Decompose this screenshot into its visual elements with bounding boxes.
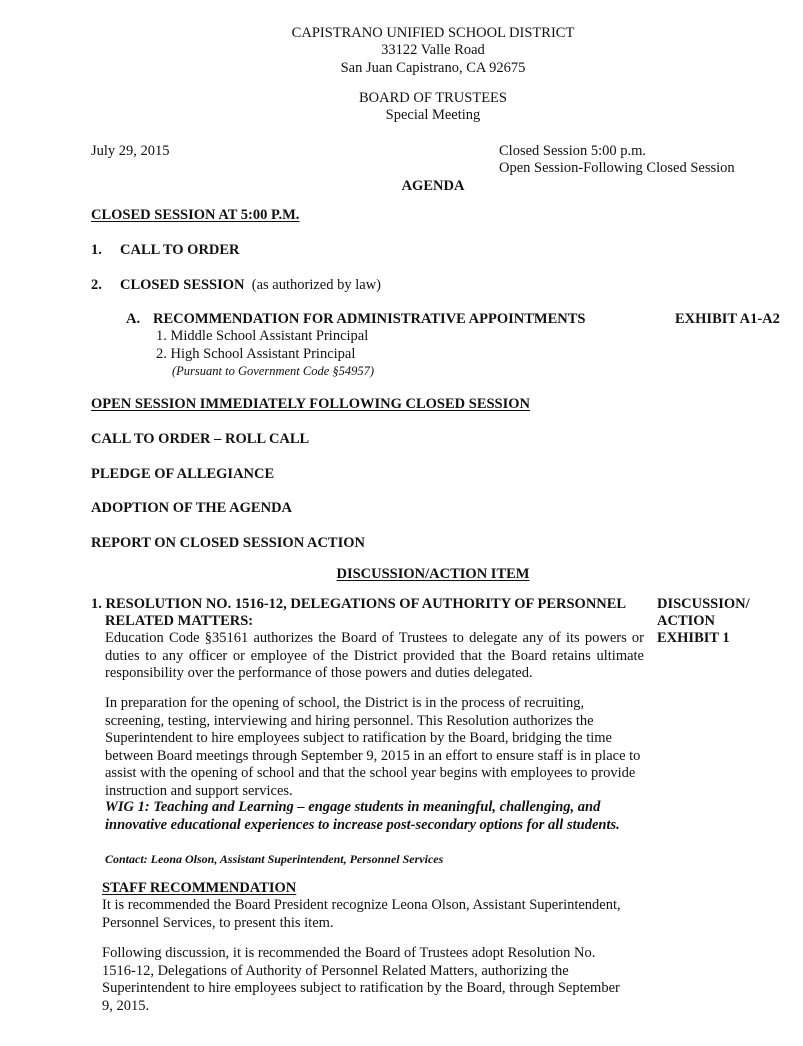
position-item: 1. Middle School Assistant Principal [156, 328, 369, 344]
meeting-type: Special Meeting [385, 107, 481, 123]
closed-session-report: REPORT ON CLOSED SESSION ACTION [91, 535, 365, 551]
meeting-date: July 29, 2015 [91, 143, 170, 159]
staff-recommendation-heading: STAFF RECOMMENDATION [102, 880, 297, 896]
exhibit-1: EXHIBIT 1 [657, 630, 730, 646]
district-street: 33122 Valle Road [381, 42, 485, 58]
staff-recommendation-intro: It is recommended the Board President recognize Leona Olson, Assistant Superintendent, Personnel Services, to present this item. [102, 897, 621, 931]
exhibit-a1-a2: EXHIBIT A1-A2 [675, 311, 780, 327]
open-session-heading: OPEN SESSION IMMEDIATELY FOLLOWING CLOSED SESSION [91, 396, 531, 412]
contact-line: Contact: Leona Olson, Assistant Superintendent, Personnel Services [105, 852, 444, 866]
open-session-time: Open Session-Following Closed Session [499, 160, 735, 176]
pledge-of-allegiance: PLEDGE OF ALLEGIANCE [91, 466, 275, 482]
closed-session-note: (as authorized by law) [251, 277, 382, 293]
item-number: 2. [91, 277, 102, 293]
staff-recommendation-adoption: Following discussion, it is recommended the Board of Trustees adopt Resolution No. 1516-12, Delegations of Authority of Personnel Related Matters, authorizing the Superintendent to hire employees subject to ratification by the Board, through September 9, 2015. [102, 945, 620, 1014]
resolution-title-line1: 1. RESOLUTION NO. 1516-12, DELEGATIONS OF AUTHORITY OF PERSONNEL [91, 596, 627, 612]
agenda-title: AGENDA [401, 178, 465, 194]
closed-session-label: CLOSED SESSION [120, 277, 245, 293]
appointments-title: RECOMMENDATION FOR ADMINISTRATIVE APPOINTMENTS [153, 311, 586, 327]
board-title: BOARD OF TRUSTEES [359, 90, 507, 106]
discussion-label: DISCUSSION/ [657, 596, 750, 612]
preparation-paragraph: In preparation for the opening of school, the District is in the process of recruiting, screening, testing, interviewing and hiring personnel. This Resolution authorizes the Superintendent to hire employees subject to ratification by the Board, bridging the time between Board meetings through September 9, 2015 in an effort to ensure staff is in place to assist with the opening of school and that the school year begins with employees to provide instruction and support services. [105, 695, 641, 799]
closed-session-time: Closed Session 5:00 p.m. [499, 143, 647, 159]
discussion-heading: DISCUSSION/ACTION ITEM [336, 566, 530, 582]
district-city: San Juan Capistrano, CA 92675 [340, 60, 526, 76]
position-item: 2. High School Assistant Principal [156, 346, 356, 362]
pursuant-note: (Pursuant to Government Code §54957) [172, 364, 375, 378]
sub-item-letter: A. [126, 311, 141, 327]
call-to-order: CALL TO ORDER [120, 242, 240, 258]
adoption-of-agenda: ADOPTION OF THE AGENDA [91, 500, 293, 516]
closed-session-item [120, 277, 381, 295]
resolution-title-line2: RELATED MATTERS: [105, 613, 254, 629]
district-name: CAPISTRANO UNIFIED SCHOOL DISTRICT [291, 25, 575, 41]
action-label: ACTION [657, 613, 716, 629]
closed-session-heading: CLOSED SESSION AT 5:00 P.M. [91, 207, 300, 223]
wig-goal: WIG 1: Teaching and Learning – engage students in meaningful, challenging, and innovative educational experiences to increase post-secondary options for all students. [105, 799, 620, 833]
roll-call: CALL TO ORDER – ROLL CALL [91, 431, 310, 447]
item-number: 1. [91, 242, 102, 258]
education-code-paragraph: Education Code §35161 authorizes the Board of Trustees to delegate any of its powers or duties to any officer or employee of the District provided that the Board retains ultimate responsibility over the performance of those powers and duties delegated. [105, 630, 644, 681]
